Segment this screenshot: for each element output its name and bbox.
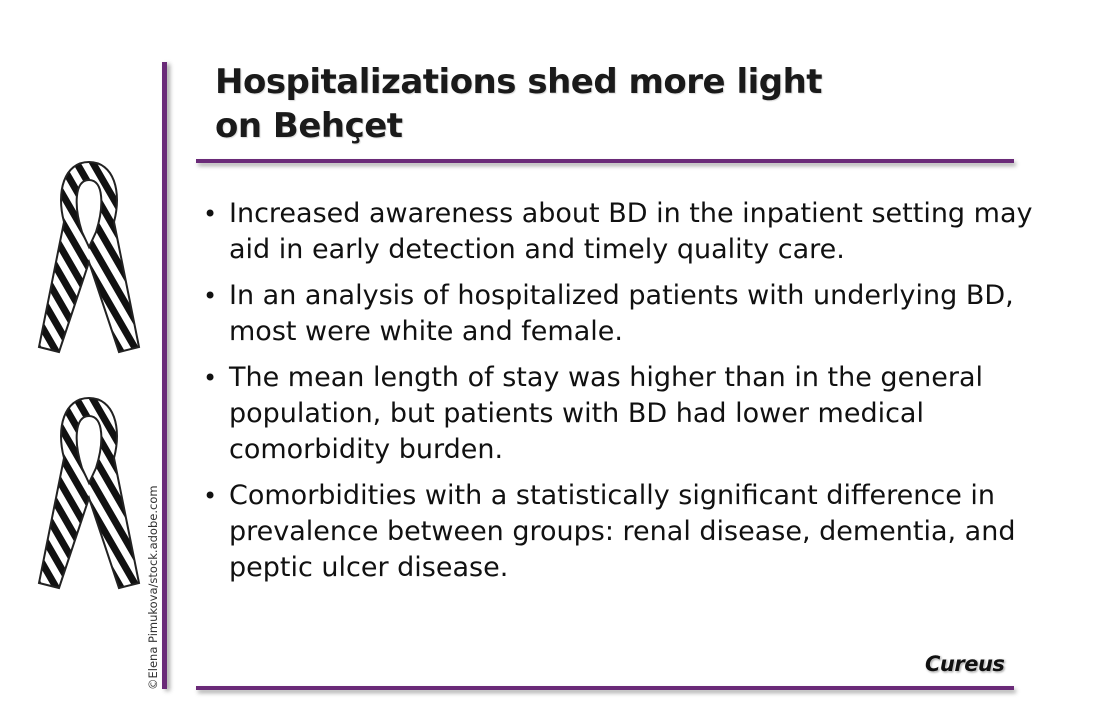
bullet-text: Increased awareness about BD in the inpatient setting may aid in early detection and timely quality care.: [229, 198, 1033, 265]
bullet-text: In an analysis of hospitalized patients with underlying BD, most were white and female.: [229, 280, 1014, 347]
bullet-dot-icon: •: [203, 482, 218, 510]
bullet-item: [203, 278, 1073, 350]
title-line-1: Hospitalizations shed more light: [215, 62, 823, 102]
cureus-logo: Cureus: [925, 652, 1005, 676]
slide-title: [215, 60, 975, 148]
bullet-text: Comorbidities with a statistically significant difference in prevalence between groups: renal disease, dementia, and peptic ulcer disease.: [229, 480, 1016, 583]
bullet-text: The mean length of stay was higher than in the general population, but patients with BD had lower medical comorbidity burden.: [229, 362, 984, 465]
bullet-item: [203, 196, 1073, 268]
bullet-dot-icon: •: [203, 282, 218, 310]
zebra-ribbon-icon: [34, 152, 144, 362]
zebra-ribbon-icon: [34, 388, 144, 598]
bullet-item: [203, 360, 1073, 468]
title-line-2: on Behçet: [215, 106, 403, 146]
bullet-item: [203, 478, 1073, 586]
bullet-dot-icon: •: [203, 364, 218, 392]
bullet-list: [203, 196, 1073, 596]
title-underline: [196, 159, 1014, 163]
vertical-divider: [162, 62, 167, 689]
footer-rule: [196, 686, 1014, 690]
bullet-dot-icon: •: [203, 200, 218, 228]
image-credit: ©Elena Pimukova/stock.adobe.com: [146, 485, 160, 690]
